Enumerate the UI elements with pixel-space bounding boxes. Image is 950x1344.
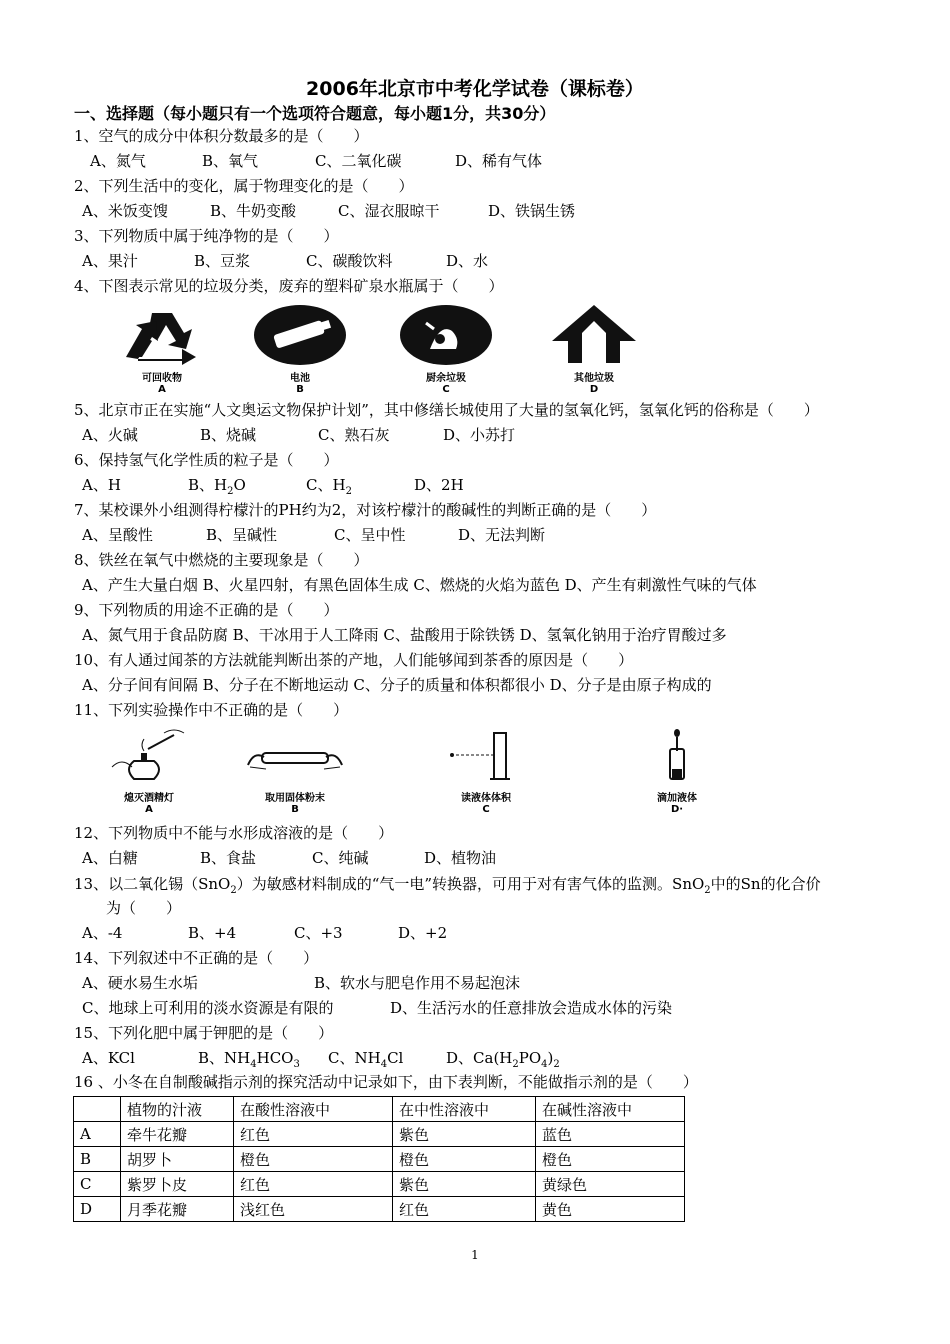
option-d: D、生活污水的任意排放会造成水体的污染 (390, 999, 673, 1017)
question-7-options (82, 525, 545, 545)
question-7: 7、某校课外小组测得柠檬汁的PH约为2，对该柠檬汁的酸碱性的判断正确的是（ ） (74, 501, 657, 519)
table-row (74, 1172, 685, 1197)
section-heading: 一、选择题（每小题只有一个选项符合题意，每小题1分，共30分） (74, 104, 556, 123)
question-3: 3、下列物质中属于纯净物的是（ ） (74, 227, 339, 245)
indicator-table (73, 1096, 685, 1222)
fig-letter: C (442, 384, 450, 395)
table-row (74, 1122, 685, 1147)
table-header: 在中性溶液中 (393, 1097, 536, 1122)
table-header-row (74, 1097, 685, 1122)
question-3-options (82, 251, 488, 271)
table-cell: D (74, 1197, 121, 1222)
option-c: C、碳酸饮料 (306, 252, 393, 270)
option-d: D、稀有气体 (455, 152, 543, 170)
option-d: D、小苏打 (443, 426, 516, 444)
question-6: 6、保持氢气化学性质的粒子是（ ） (74, 451, 339, 469)
table-cell: 橙色 (536, 1147, 685, 1172)
question-15: 15、下列化肥中属于钾肥的是（ ） (74, 1024, 334, 1042)
fig-caption: 取用固体粉末 (265, 793, 325, 804)
question-10: 10、有人通过闻茶的方法就能判断出茶的产地，人们能够闻到茶香的原因是（ ） (74, 651, 634, 669)
fig-letter: B (296, 384, 304, 395)
table-cell: 浅红色 (234, 1197, 393, 1222)
fig-other-waste (544, 303, 644, 395)
option-b: B、豆浆 (194, 252, 251, 270)
option-b: B、氧气 (202, 152, 259, 170)
question-5: 5、北京市正在实施“人文奥运文物保护计划”，其中修缮长城使用了大量的氢氧化钙，氢氧化钙的俗称是（ ） (74, 401, 819, 419)
question-1-options (90, 151, 542, 171)
option-a: A、呈酸性 (82, 526, 153, 544)
question-12: 12、下列物质中不能与水形成溶液的是（ ） (74, 824, 394, 842)
option-b: B、牛奶变酸 (210, 202, 297, 220)
table-cell: A (74, 1122, 121, 1147)
question-14-options-ab (82, 973, 520, 993)
table-cell: 月季花瓣 (121, 1197, 234, 1222)
table-cell: 黄色 (536, 1197, 685, 1222)
option-a: A、H (82, 476, 121, 494)
powder-tube-icon (240, 727, 350, 785)
fig-letter: A (145, 804, 153, 815)
page-title: 2006年北京市中考化学试卷（课标卷） (306, 78, 644, 100)
fig-dropper (632, 727, 722, 815)
fig-caption: 其他垃圾 (574, 373, 614, 384)
table-cell: B (74, 1147, 121, 1172)
option-c: C、$H_2$ (306, 476, 352, 497)
fig-cylinder-reading (436, 727, 536, 815)
option-a: A、米饭变馊 (82, 202, 168, 220)
option-b: B、$H_2O$ (188, 476, 246, 497)
question-9: 9、下列物质的用途不正确的是（ ） (74, 601, 339, 619)
option-c: C、地球上可利用的淡水资源是有限的 (82, 999, 334, 1017)
question-8-options: A、产生大量白烟 B、火星四射，有黑色固体生成 C、燃烧的火焰为蓝色 D、产生有刺激性气味的气体 (82, 576, 757, 594)
table-cell: 黄绿色 (536, 1172, 685, 1197)
table-cell: 紫罗卜皮 (121, 1172, 234, 1197)
option-b: B、食盐 (200, 849, 257, 867)
other-waste-icon (544, 303, 644, 365)
table-header: 在碱性溶液中 (536, 1097, 685, 1122)
question-9-options: A、氮气用于食品防腐 B、干冰用于人工降雨 C、盐酸用于除铁锈 D、氢氧化钠用于治疗胃酸过多 (82, 626, 727, 644)
option-b: B、呈碱性 (206, 526, 278, 544)
option-c: C、湿衣服晾干 (338, 202, 440, 220)
recycle-icon (112, 303, 212, 365)
option-a: A、氮气 (90, 152, 146, 170)
fig-letter: B (291, 804, 299, 815)
option-b: B、$NH_4HCO_3$ (198, 1049, 300, 1070)
table-cell: 牵牛花瓣 (121, 1122, 234, 1147)
option-b: B、+4 (188, 924, 237, 942)
option-a: A、白糖 (82, 849, 138, 867)
option-a: A、果汁 (82, 252, 138, 270)
dropper-icon (632, 727, 722, 785)
question-13: 13、以二氧化锡（SnO$_2$）为敏感材料制成的“气一电”转换器，可用于对有害气体的监测。SnO$_2$中的Sn的化合价 (74, 875, 821, 896)
fig-recycle (112, 303, 212, 395)
table-cell: 紫色 (393, 1122, 536, 1147)
fig-caption: 熄灭酒精灯 (124, 793, 174, 804)
cylinder-reading-icon (436, 727, 536, 785)
table-cell: 红色 (234, 1122, 393, 1147)
option-a: A、硬水易生水垢 (82, 974, 198, 992)
table-header: 植物的汁液 (121, 1097, 234, 1122)
fig-kitchen-waste (396, 303, 496, 395)
question-1: 1、空气的成分中体积分数最多的是（ ） (74, 127, 369, 145)
question-2: 2、下列生活中的变化，属于物理变化的是（ ） (74, 177, 414, 195)
question-13-continued: 为（ ） (106, 899, 182, 917)
option-a: A、KCl (82, 1049, 135, 1067)
table-cell: 紫色 (393, 1172, 536, 1197)
question-14-options-cd (82, 998, 672, 1018)
option-b: B、软水与肥皂作用不易起泡沫 (314, 974, 521, 992)
option-c: C、二氧化碳 (315, 152, 402, 170)
option-d: D、水 (446, 252, 489, 270)
fig-letter: A (158, 384, 166, 395)
table-cell: 红色 (393, 1197, 536, 1222)
option-c: C、$NH_4Cl$ (328, 1049, 404, 1070)
option-d: D、铁锅生锈 (488, 202, 576, 220)
table-cell: 蓝色 (536, 1122, 685, 1147)
fig-battery (250, 303, 350, 395)
option-c: C、熟石灰 (318, 426, 390, 444)
table-row (74, 1197, 685, 1222)
question-8: 8、铁丝在氧气中燃烧的主要现象是（ ） (74, 551, 369, 569)
question-6-options (82, 475, 464, 502)
option-c: C、纯碱 (312, 849, 369, 867)
option-d: D、无法判断 (458, 526, 546, 544)
question-10-options: A、分子间有间隔 B、分子在不断地运动 C、分子的质量和体积都很小 D、分子是由原子构成的 (82, 676, 712, 694)
question-14: 14、下列叙述中不正确的是（ ） (74, 949, 319, 967)
alcohol-lamp-icon (104, 727, 194, 785)
option-c: C、呈中性 (334, 526, 406, 544)
fig-powder-tube (240, 727, 350, 815)
option-b: B、烧碱 (200, 426, 257, 444)
fig-caption: 电池 (290, 373, 310, 384)
table-row (74, 1147, 685, 1172)
fig-letter: D (589, 384, 599, 395)
table-cell: C (74, 1172, 121, 1197)
question-2-options (82, 201, 575, 221)
question-11: 11、下列实验操作中不正确的是（ ） (74, 701, 349, 719)
fig-caption: 可回收物 (142, 373, 182, 384)
option-d: D、植物油 (424, 849, 497, 867)
table-header: 在酸性溶液中 (234, 1097, 393, 1122)
table-cell: 红色 (234, 1172, 393, 1197)
option-d: D、$Ca(H_2PO_4)_2$ (446, 1049, 560, 1070)
question-12-options (82, 848, 496, 868)
question-15-options (82, 1048, 560, 1075)
battery-icon (250, 303, 350, 365)
table-cell: 橙色 (393, 1147, 536, 1172)
option-a: A、火碱 (82, 426, 138, 444)
table-header (74, 1097, 121, 1122)
fig-letter: C (482, 804, 490, 815)
option-a: A、-4 (82, 924, 123, 942)
fig-alcohol-lamp (104, 727, 194, 815)
option-d: D、+2 (398, 924, 448, 942)
fig-caption: 厨余垃圾 (426, 373, 466, 384)
question-16: 16 、小冬在自制酸碱指示剂的探究活动中记录如下，由下表判断，不能做指示剂的是（ ） (74, 1073, 698, 1091)
question-4: 4、下图表示常见的垃圾分类，废弃的塑料矿泉水瓶属于（ ） (74, 277, 504, 295)
page-number: 1 (471, 1248, 479, 1262)
table-cell: 胡罗卜 (121, 1147, 234, 1172)
option-d: D、2H (414, 476, 464, 494)
option-c: C、+3 (294, 924, 343, 942)
fig-caption: 滴加液体 (657, 793, 697, 804)
question-13-options (82, 923, 447, 943)
fig-letter: D· (670, 804, 684, 815)
fig-caption: 读液体体积 (461, 793, 511, 804)
kitchen-waste-icon (396, 303, 496, 365)
table-cell: 橙色 (234, 1147, 393, 1172)
question-5-options (82, 425, 515, 445)
